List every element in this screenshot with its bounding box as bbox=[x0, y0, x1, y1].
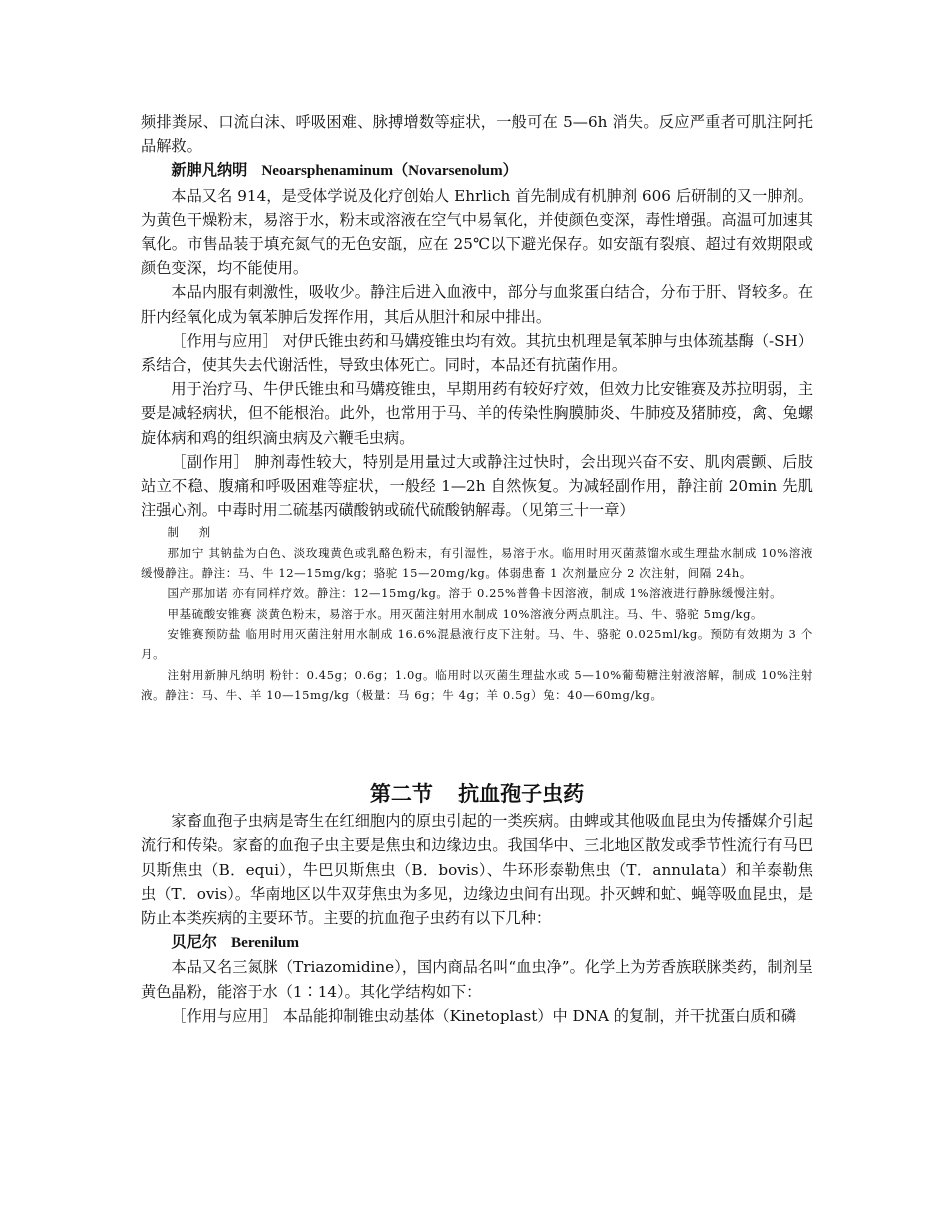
drug-name-latin: Berenilum bbox=[230, 934, 300, 952]
body-paragraph: 本品又名 914，是受体学说及化疗创始人 Ehrlich 首先制成有机胂剂 606 后研制的又一胂剂。为黄色干燥粉末，易溶于水，粉末或溶液在空气中易氧化，并使颜色变深，毒性增强。高温可加速其氧化。市售品装于填充氮气的无色安瓿，应在 25℃以下避光保存。如安瓿有裂痕、超过有效期限或颜色变深，均不能使用。 bbox=[141, 186, 813, 278]
section-gap bbox=[141, 705, 813, 779]
drug-heading-berenil bbox=[141, 930, 813, 955]
body-paragraph: ［作用与应用］ 本品能抑制锥虫动基体（Kinetoplast）中 DNA 的复制，并干扰蛋白质和磷 bbox=[171, 1006, 797, 1025]
section-intro: 家畜血孢子虫病是寄生在红细胞内的原虫引起的一类疾病。由蜱或其他吸血昆虫为传播媒介引起流行和传染。家畜的血孢子虫主要是焦虫和边缘边虫。我国华中、三北地区散发或季节性流行有马巴贝斯焦虫（B．equi），牛巴贝斯焦虫（B．bovis）、牛环形泰勒焦虫（T．annulata）和羊泰勒焦虫（T．ovis）。华南地区以牛双芽焦虫为多见，边缘边虫间有出现。扑灭蜱和虻、蝇等吸血昆虫，是防止本类疾病的主要环节。主要的抗血孢子虫药有以下几种： bbox=[141, 812, 813, 927]
preparation-item: 甲基硫酸安锥赛 淡黄色粉末，易溶于水。用灭菌注射用水制成 10%溶液分两点肌注。马、牛、骆驼 5mg/kg。 bbox=[167, 606, 764, 621]
drug-name-latin: Neoarsphenaminum（Novarsenolum） bbox=[261, 162, 518, 180]
continued-paragraph: 频排粪尿、口流白沫、呼吸困难、脉搏增数等症状，一般可在 5—6h 消失。反应严重者可肌注阿托品解救。 bbox=[141, 113, 813, 156]
drug-name-cn: 新胂凡纳明 bbox=[171, 161, 248, 180]
body-paragraph: 本品又名三氮脒（Triazomidine），国内商品名叫“血虫净”。化学上为芳香族联脒类药，制剂呈黄色晶粉，能溶于水（1∶14）。其化学结构如下： bbox=[141, 958, 813, 1001]
document-page bbox=[141, 110, 813, 1028]
body-paragraph: 本品内服有刺激性，吸收少。静注后进入血液中，部分与血浆蛋白结合，分布于肝、肾较多。在肝内经氧化成为氧苯胂后发挥作用，其后从胆汁和尿中排出。 bbox=[141, 283, 813, 326]
preparation-item: 安锥赛预防盐 临用时用灭菌注射用水制成 16.6%混悬液行皮下注射。马、牛、骆驼 0.025ml/kg。预防有效期为 3 个月。 bbox=[141, 626, 813, 662]
body-paragraph: 用于治疗马、牛伊氏锥虫和马媾疫锥虫，早期用药有较好疗效，但效力比安锥赛及苏拉明弱，主要是减轻病状，但不能根治。此外，也常用于马、羊的传染性胸膜肺炎、牛肺疫及猪肺疫，禽、兔螺旋体病和鸡的组织滴虫病及六鞭毛虫病。 bbox=[141, 380, 813, 447]
body-paragraph: ［作用与应用］ 对伊氏锥虫药和马媾疫锥虫均有效。其抗虫机理是氧苯胂与虫体巯基酶（-SH）系结合，使其失去代谢活性，导致虫体死亡。同时，本品还有抗菌作用。 bbox=[141, 331, 813, 375]
preparation-item: 那加宁 其钠盐为白色、淡玫瑰黄色或乳酪色粉末，有引湿性，易溶于水。临用时用灭菌蒸馏水或生理盐水制成 10%溶液缓慢静注。静注：马、牛 12—15mg/kg；骆驼 15—20mg/kg。体弱患畜 1 次剂量应分 2 次注射，间隔 24h。 bbox=[141, 545, 813, 581]
drug-name-cn: 贝尼尔 bbox=[171, 933, 217, 952]
preparation-item: 注射用新胂凡纳明 粉针：0.45g；0.6g；1.0g。临用时以灭菌生理盐水或 5—10%葡萄糖注射液溶解，制成 10%注射液。静注：马、牛、羊 10—15mg/kg（极量：马 6g；牛 4g；羊 0.5g）兔：40—60mg/kg。 bbox=[141, 667, 813, 702]
body-paragraph: ［副作用］ 胂剂毒性较大，特别是用量过大或静注过快时，会出现兴奋不安、肌肉震颤、后肢站立不稳、腹痛和呼吸困难等症状，一般经 1—2h 自然恢复。为减轻副作用，静注前 20min 先肌注强心剂。中毒时用二硫基丙磺酸钠或硫代硫酸钠解毒。（见第三十一章） bbox=[141, 452, 813, 520]
preparation-item: 国产那加诺 亦有同样疗效。静注：12—15mg/kg。溶于 0.25%普鲁卡因溶液，制成 1%溶液进行静脉缓慢注射。 bbox=[167, 586, 783, 601]
preparations-title: 制 剂 bbox=[167, 525, 219, 540]
section-title: 第二节 抗血孢子虫药 bbox=[369, 781, 585, 807]
drug-heading-neoarsphenamine bbox=[141, 158, 813, 183]
